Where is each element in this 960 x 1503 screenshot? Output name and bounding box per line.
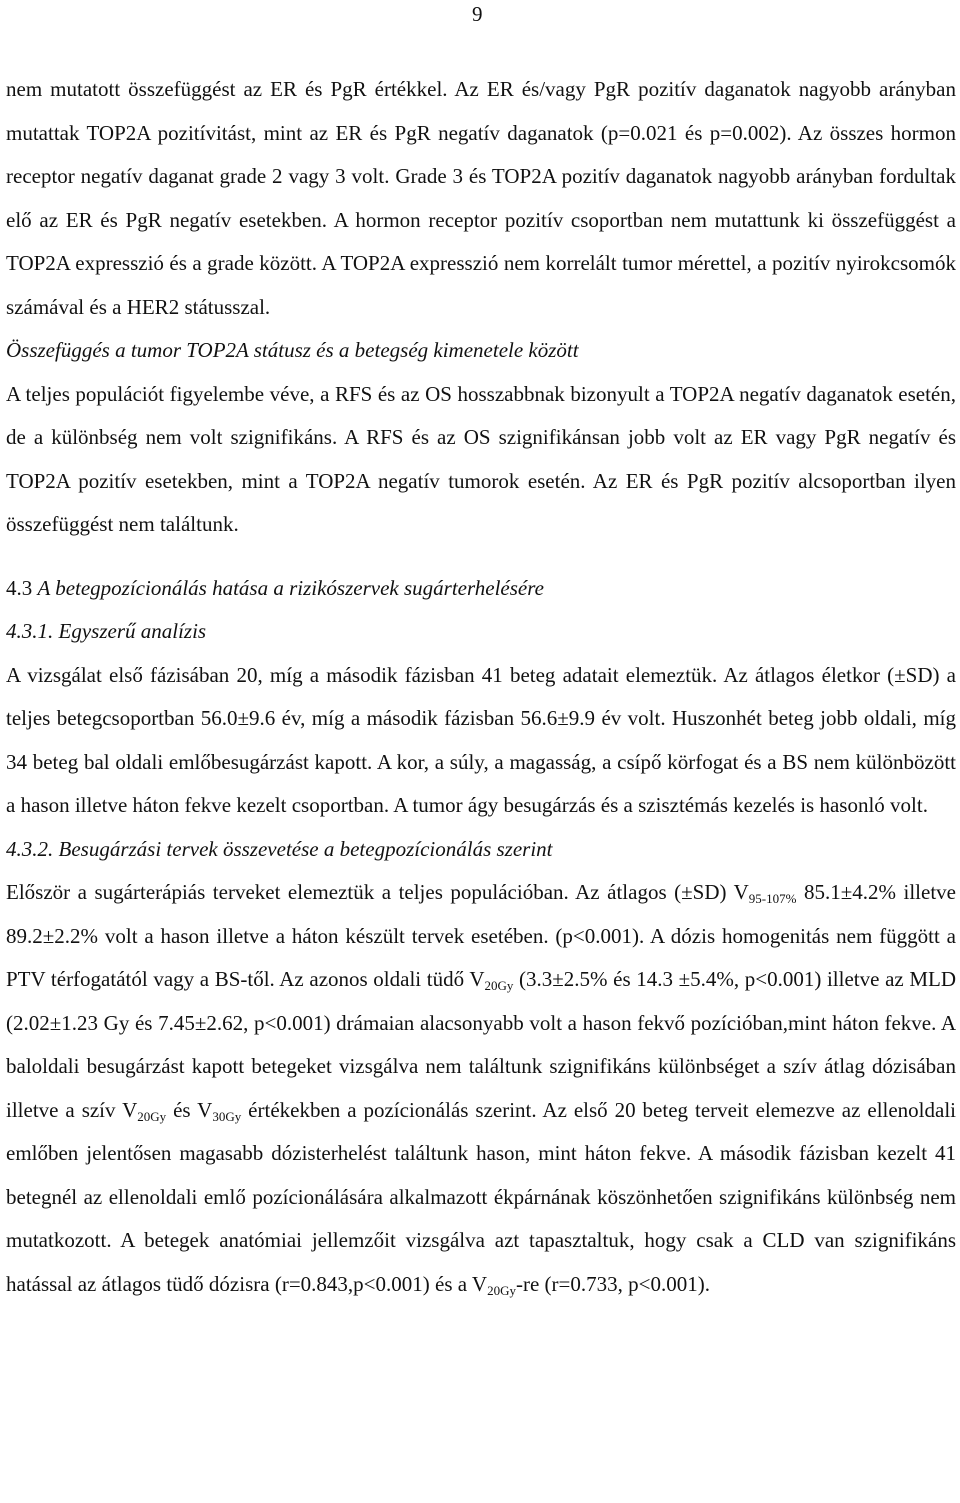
page-number: 9 — [472, 2, 483, 26]
section-heading-outcome: Összefüggés a tumor TOP2A státusz és a betegség kimenetele között — [6, 338, 579, 362]
text-run: -re (r=0.733, p<0.001). — [515, 1271, 710, 1296]
subscript: 20Gy — [487, 1282, 516, 1298]
subscript: 20Gy — [137, 1108, 167, 1124]
paragraph-patients: A vizsgálat első fázisában 20, míg a második fázisban 41 beteg adatait elemeztük. Az átlagos életkor (±SD) a teljes betegcsoportban 56.0±9.6 év, míg a második fázisban 56.6±9.9 év volt. Huszonhét beteg jobb oldali, míg 34 beteg bal oldali emlőbesugárzást kapott. A kor, a súly, a magasság, a csípő körfogat és a BS nem különbözött a hason illetve háton fekve kezelt csoportban. A tumor ágy besugárzás és a szisztémás kezelés is hasonló volt. — [6, 662, 956, 817]
subscript: 30Gy — [212, 1108, 242, 1124]
section-title: A betegpozícionálás hatása a rizikószervek sugárterhelésére — [37, 575, 544, 600]
section-number: 4.3 — [6, 575, 33, 600]
subsection-heading-4-3-1: 4.3.1. Egyszerű analízis — [6, 619, 207, 643]
paragraph-rfs-os: A teljes populációt figyelembe véve, a RFS és az OS hosszabbnak bizonyult a TOP2A negatív daganatok esetén, de a különbség nem volt szignifikáns. A RFS és az OS szignifikánsan jobb volt az ER vagy PgR negatív és TOP2A pozitív esetekben, mint a TOP2A negatív tumorok esetén. Az ER és PgR pozitív alcsoportban ilyen összefüggést nem találtunk. — [6, 381, 956, 536]
paragraph-gap — [6, 547, 956, 567]
section-heading-4-3 — [6, 567, 956, 611]
paragraph-dose-comparison — [6, 871, 956, 1306]
text-run: Először a sugárterápiás terveket elemeztük a teljes populációban. Az átlagos (±SD) V — [6, 880, 749, 904]
text-run: és V — [166, 1097, 213, 1122]
subscript: 20Gy — [484, 978, 514, 993]
subsection-heading-4-3-2: 4.3.2. Besugárzási tervek összevetése a betegpozícionálás szerint — [6, 836, 553, 861]
page-body — [6, 68, 956, 1306]
text-run: értékekben a pozícionálás szerint. Az első 20 beteg terveit elemezve az ellenoldali emlőben jelentősen magasabb dózisterhelést találtunk hason, mint háton fekve. A második fázisban kezelt 41 betegnél az ellenoldali emlő pozícionálására alkalmazott ékpárnának köszönhetően szignifikáns különbség nem mutatkozott. A betegek anatómiai jellemzőit vizsgálva azt tapasztaltuk, hogy csak a CLD van szignifikáns hatással az átlagos tüdő dózisra (r=0.843,p<0.001) és a V — [6, 1097, 957, 1296]
text-run: 85.1±4.2% illetve 89.2±2.2% volt a hason illetve a háton készült tervek esetében. (p<0.001). A dózis homogenitás nem függött a PTV térfogatától vagy a BS-től. Az azonos oldali tüdő V — [6, 880, 956, 991]
subscript: 95-107% — [748, 891, 797, 906]
text-run: (3.3±2.5% és 14.3 ±5.4%, p<0.001) illetve az MLD (2.02±1.23 Gy és 7.45±2.62, p<0.001) drámaian alacsonyabb volt a hason fekvő pozícióban,mint háton fekve. A baloldali besugárzást kapott betegeket vizsgálva nem találtunk szignifikáns különbséget a szív átlag dózisában illetve a szív V — [6, 967, 957, 1122]
paragraph-er-pgr-top2a: nem mutatott összefüggést az ER és PgR értékkel. Az ER és/vagy PgR pozitív daganatok nagyobb arányban mutattak TOP2A pozitívitást, mint az ER és PgR negatív daganatok (p=0.021 és p=0.002). Az összes hormon receptor negatív daganat grade 2 vagy 3 volt. Grade 3 és TOP2A pozitív daganatok nagyobb arányban fordultak elő az ER és PgR negatív esetekben. A hormon receptor pozitív csoportban nem mutattunk ki összefüggést a TOP2A expresszió és a grade között. A TOP2A expresszió nem korrelált tumor mérettel, a pozitív nyirokcsomók számával és a HER2 státusszal. — [6, 77, 956, 319]
